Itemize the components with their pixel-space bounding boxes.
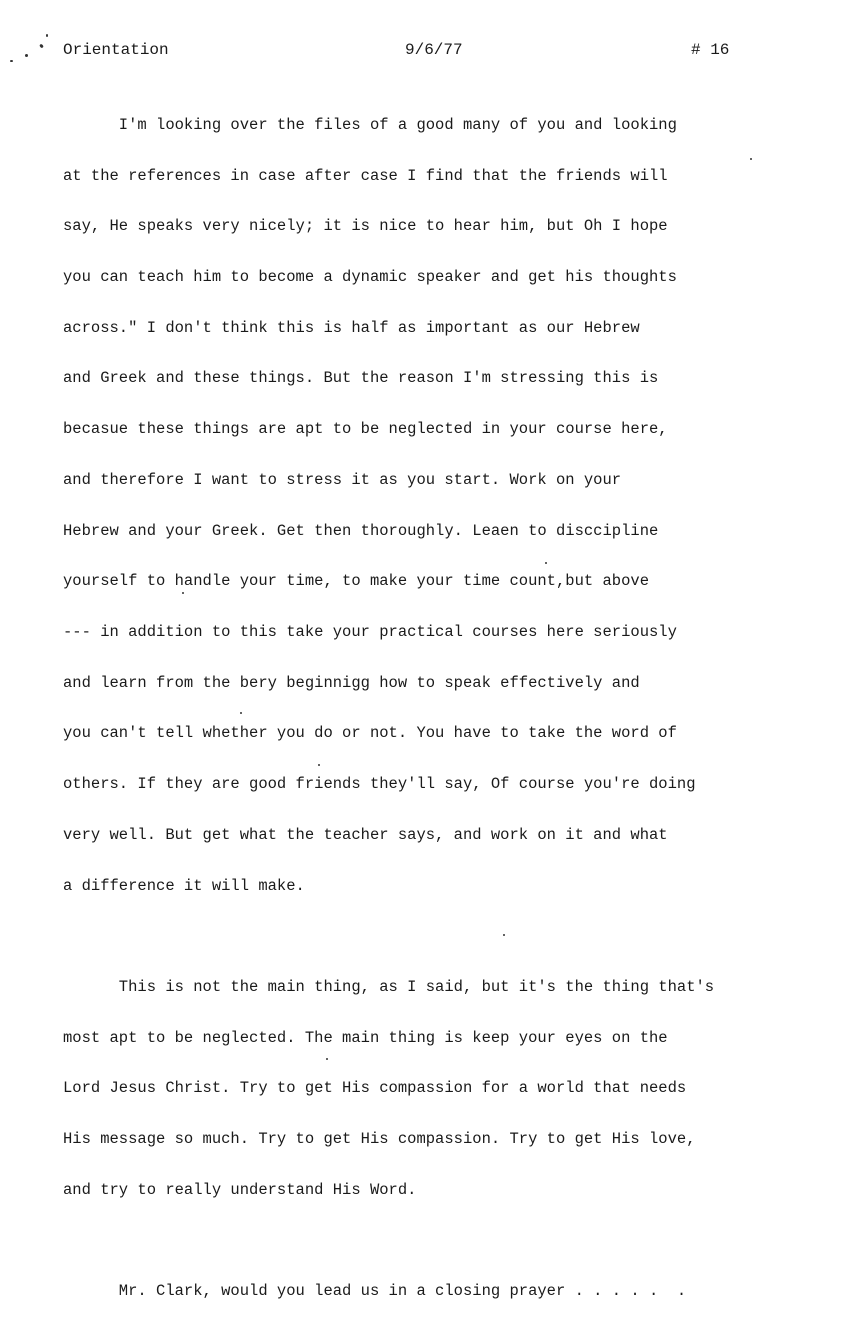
text-line: very well. But get what the teacher says, and work on it and what xyxy=(63,827,783,844)
text-line: you can teach him to become a dynamic speaker and get his thoughts xyxy=(63,269,783,286)
text-line: Mr. Clark, would you lead us in a closing prayer . . . . . . xyxy=(63,1283,783,1300)
text-line: most apt to be neglected. The main thing is keep your eyes on the xyxy=(63,1030,783,1047)
paragraph xyxy=(63,83,783,928)
text-line: Lord Jesus Christ. Try to get His compassion for a world that needs xyxy=(63,1080,783,1097)
scan-speck xyxy=(326,1058,328,1060)
text-line: and learn from the bery beginnigg how to speak effectively and xyxy=(63,675,783,692)
scan-speck xyxy=(25,54,28,57)
text-line: at the references in case after case I find that the friends will xyxy=(63,168,783,185)
document-body xyxy=(63,83,783,1334)
text-line: becasue these things are apt to be neglected in your course here, xyxy=(63,421,783,438)
document-date: 9/6/77 xyxy=(405,40,463,60)
scan-speck xyxy=(750,158,752,160)
text-line: you can't tell whether you do or not. You have to take the word of xyxy=(63,725,783,742)
text-line: others. If they are good friends they'll say, Of course you're doing xyxy=(63,776,783,793)
text-line: say, He speaks very nicely; it is nice to hear him, but Oh I hope xyxy=(63,218,783,235)
scan-speck xyxy=(10,60,13,62)
scan-speck xyxy=(545,562,547,564)
text-line: and try to really understand His Word. xyxy=(63,1182,783,1199)
text-line: --- in addition to this take your practical courses here seriously xyxy=(63,624,783,641)
page-header xyxy=(63,40,753,60)
scan-speck xyxy=(46,34,48,37)
text-line: His message so much. Try to get His compassion. Try to get His love, xyxy=(63,1131,783,1148)
document-title: Orientation xyxy=(63,40,169,60)
text-line: yourself to handle your time, to make your time count,but above xyxy=(63,573,783,590)
scan-speck xyxy=(240,712,242,714)
scan-speck xyxy=(39,44,44,49)
paragraph xyxy=(63,945,783,1232)
text-line: This is not the main thing, as I said, but it's the thing that's xyxy=(63,979,783,996)
scan-speck xyxy=(182,592,184,594)
text-line: Hebrew and your Greek. Get then thoroughly. Leaen to disccipline xyxy=(63,523,783,540)
scan-speck xyxy=(503,934,505,936)
text-line: a difference it will make. xyxy=(63,878,783,895)
text-line: I'm looking over the files of a good many of you and looking xyxy=(63,117,783,134)
text-line: and therefore I want to stress it as you start. Work on your xyxy=(63,472,783,489)
text-line: and Greek and these things. But the reason I'm stressing this is xyxy=(63,370,783,387)
scan-speck xyxy=(318,764,320,766)
text-line: across." I don't think this is half as important as our Hebrew xyxy=(63,320,783,337)
paragraph xyxy=(63,1250,783,1334)
page-number: # 16 xyxy=(691,40,729,60)
